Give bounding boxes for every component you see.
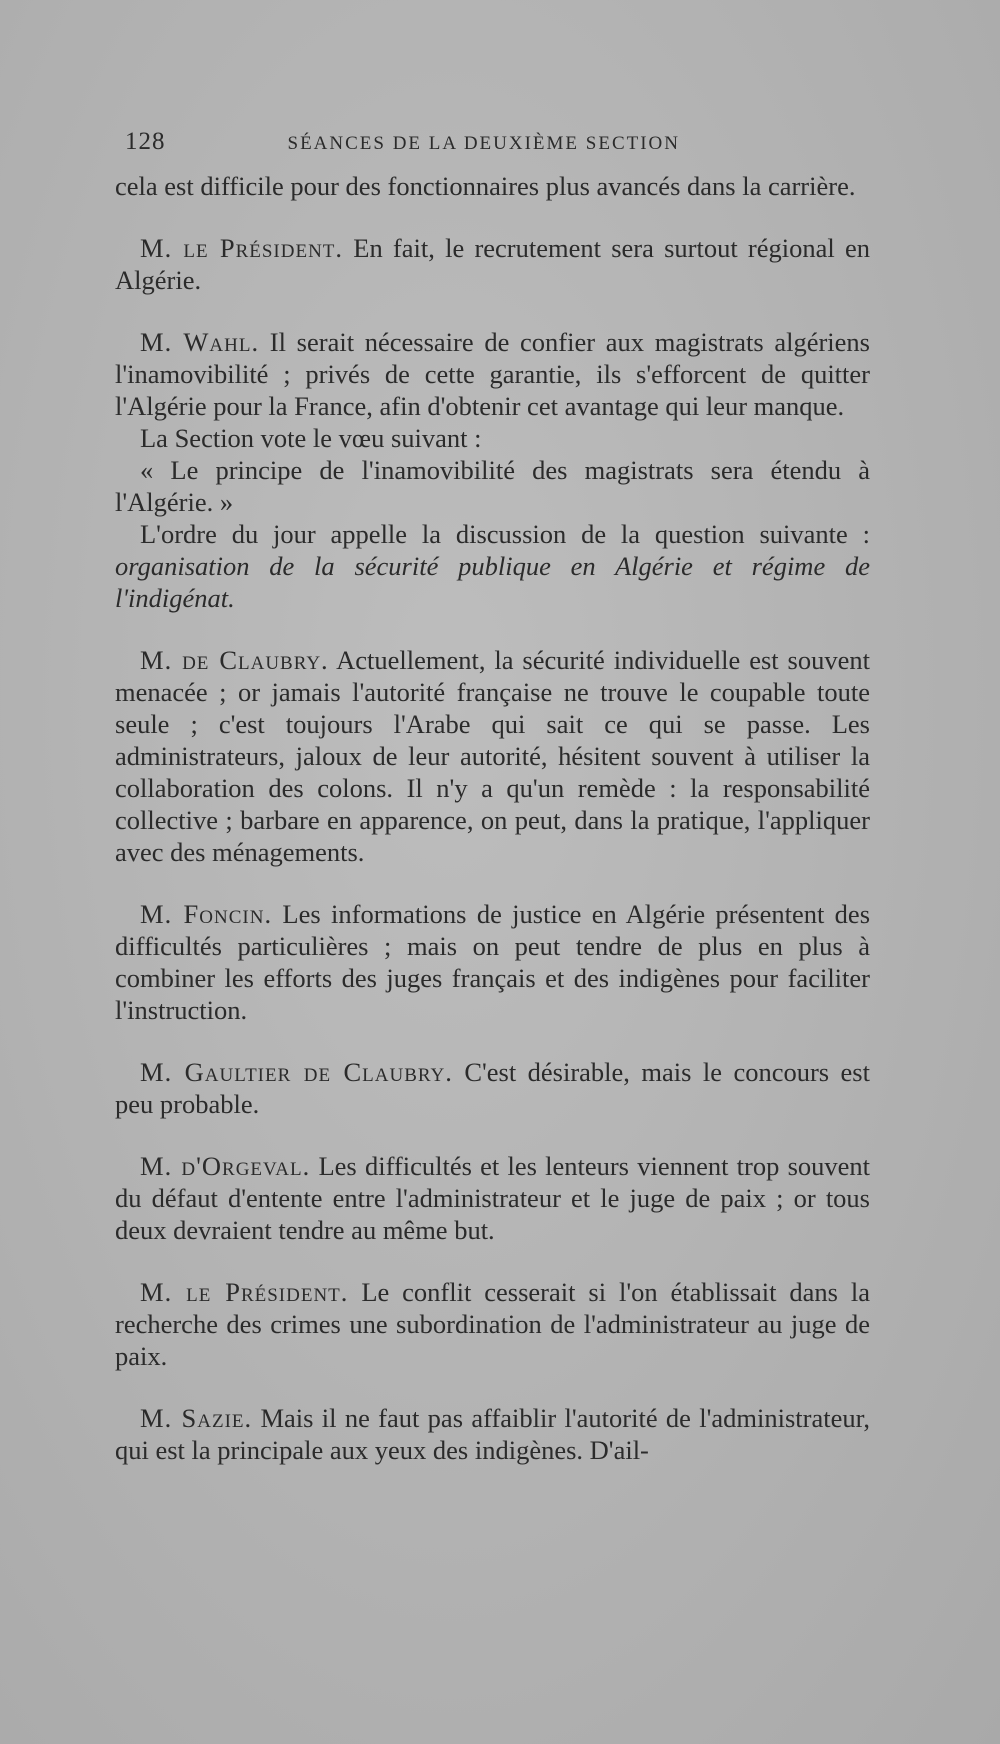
- paragraph: L'ordre du jour appelle la discussion de la question suivante : organisation de la sécurité publique en Algérie et régime de l'indigénat.: [115, 519, 870, 613]
- paragraph: M. de Claubry. Actuellement, la sécurité individuelle est souvent menacée ; or jamais l'autorité française ne trouve le coupable toute seule ; c'est toujours l'Arabe qui sait ce qui se passe. Les administrateurs, jaloux de leur autorité, hésitent souvent à utiliser la collaboration des colons. Il n'y a qu'un remède : la responsabilité collective ; barbare en apparence, on peut, dans la pratique, l'appliquer avec des ménagements.: [115, 645, 870, 867]
- paragraph: M. d'Orgeval. Les difficultés et les lenteurs viennent trop souvent du défaut d'entente entre l'administrateur et le juge de paix ; or tous deux devraient tendre au même but.: [115, 1151, 871, 1245]
- speaker-name: M. le Président.: [140, 1277, 349, 1307]
- paragraph: M. le Président. Le conflit cesserait si l'on établissait dans la recherche des crimes une subordination de l'administrateur au juge de paix.: [115, 1277, 870, 1371]
- paragraph: M. le Président. En fait, le recrutement sera surtout régional en Algérie.: [115, 233, 870, 295]
- speaker-name: M. Wahl.: [140, 327, 260, 357]
- paragraph: M. Wahl. Il serait nécessaire de confier aux magistrats algériens l'inamovibilité ; privés de cette garantie, ils s'efforcent de quitter l'Algérie pour la France, afin d'obtenir cet avantage qui leur manque.: [115, 327, 870, 421]
- page-header: [125, 128, 680, 156]
- paragraph: M. Foncin. Les informations de justice en Algérie présentent des difficultés particulières ; mais on peut tendre de plus en plus à combiner les efforts des juges français et des indigènes pour faciliter l'instruction.: [115, 899, 871, 1025]
- speaker-name: M. de Claubry.: [140, 645, 329, 675]
- speaker-name: M. Foncin.: [140, 899, 273, 929]
- speaker-name: M. le Président.: [140, 233, 344, 263]
- paragraph: cela est difficile pour des fonctionnaires plus avancés dans la carrière.: [115, 171, 856, 201]
- speaker-name: M. Sazie.: [140, 1403, 253, 1433]
- paragraph: « Le principe de l'inamovibilité des magistrats sera étendu à l'Algérie. »: [115, 455, 870, 517]
- body-text: [115, 170, 870, 1466]
- paragraph: La Section vote le vœu suivant :: [140, 423, 482, 453]
- agenda-question: organisation de la sécurité publique en Algérie et régime de l'indigénat.: [115, 551, 870, 613]
- speaker-name: M. Gaultier de Claubry.: [140, 1057, 453, 1087]
- paragraph: M. Gaultier de Claubry. C'est désirable, mais le concours est peu probable.: [115, 1057, 870, 1119]
- speaker-name: M. d'Orgeval.: [140, 1151, 311, 1181]
- running-head: SÉANCES DE LA DEUXIÈME SECTION: [287, 133, 680, 154]
- page-number: 128: [125, 128, 166, 155]
- paragraph: M. Sazie. Mais il ne faut pas affaiblir l'autorité de l'administrateur, qui est la principale aux yeux des indigènes. D'ail-: [115, 1403, 871, 1465]
